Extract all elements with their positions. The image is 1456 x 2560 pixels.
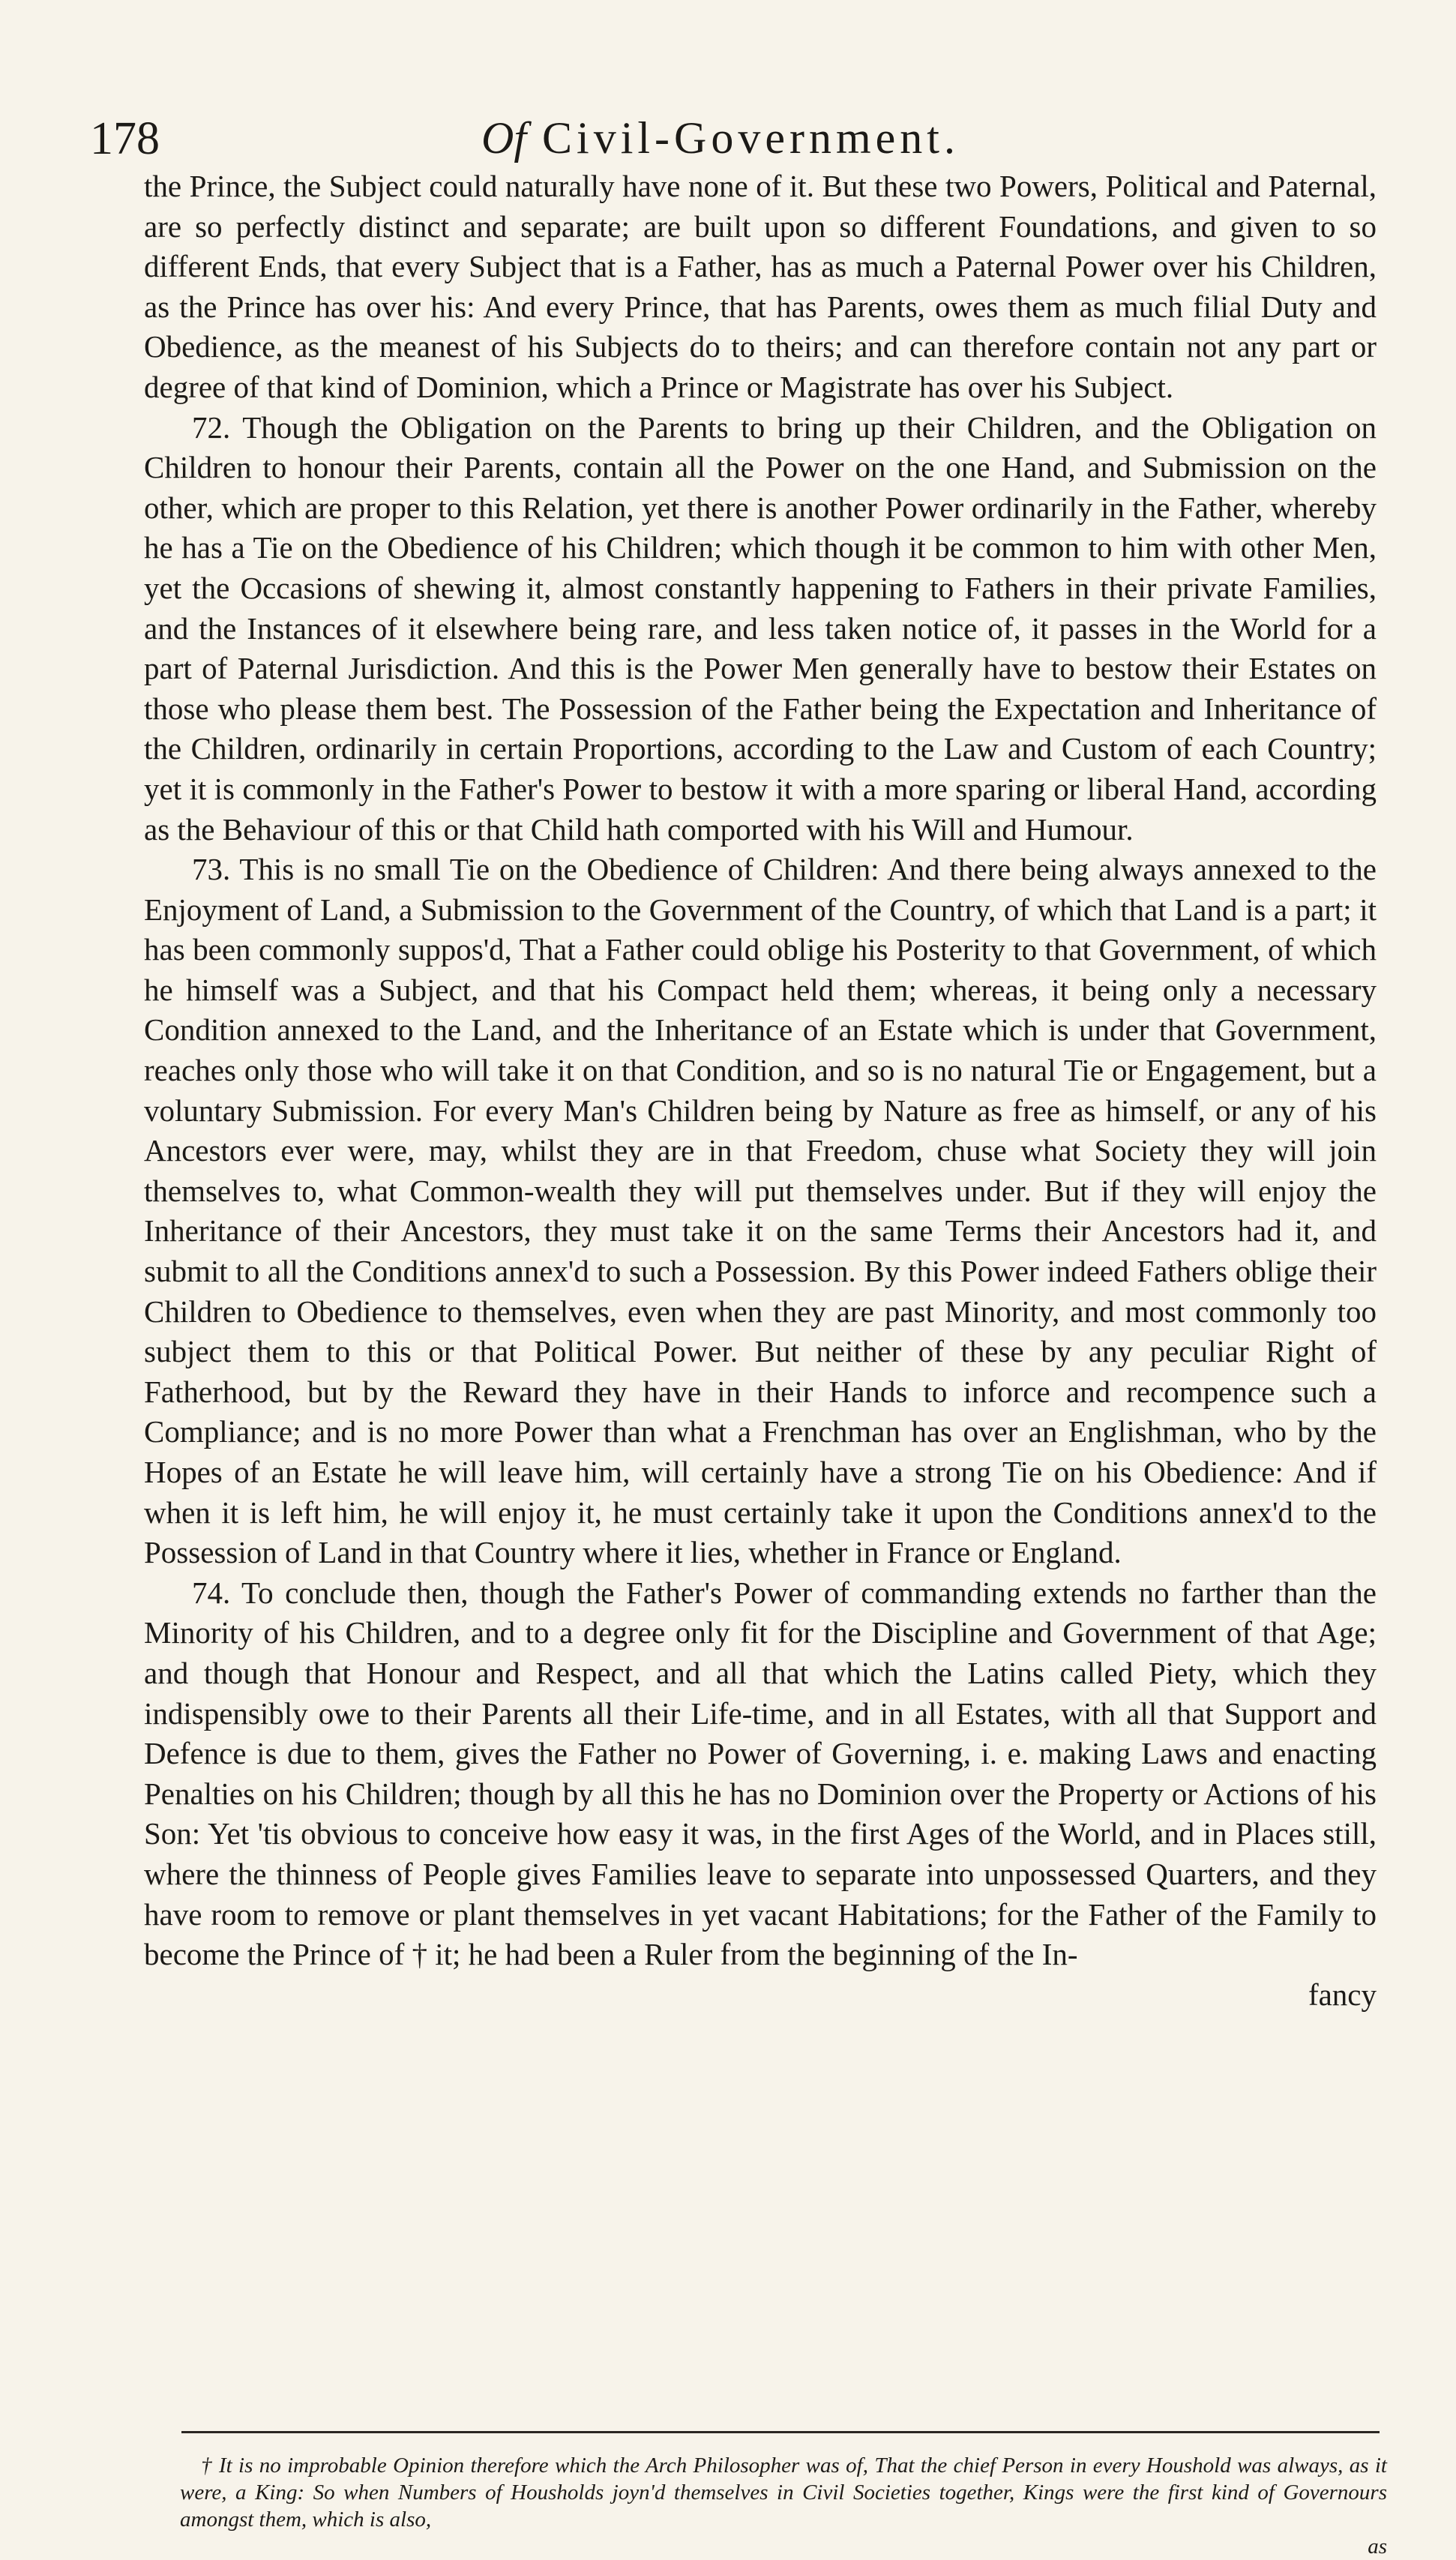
page-header bbox=[90, 112, 1351, 165]
catchword: fancy bbox=[1308, 1977, 1377, 2012]
footnote-text: † It is no improbable Opinion therefore which the Arch Philosopher was of, That the chief Person in every Houshold was always, as it were, a King: So when Numbers of Housholds joyn'd themselves in Civil Societies together, Kings were the first kind of Governours amongst them, which is also, bbox=[180, 2454, 1387, 2532]
running-head-title: Civil-Government. bbox=[542, 113, 960, 163]
page-number: 178 bbox=[90, 113, 160, 164]
running-head-of: Of bbox=[481, 113, 527, 163]
running-head bbox=[90, 112, 1351, 164]
footnote bbox=[180, 2452, 1387, 2560]
footnote-rule bbox=[181, 2431, 1380, 2433]
paragraph-73: 73. This is no small Tie on the Obedience of Children: And there being always annexed to the Enjoyment of Land, a Submission to the Government of the Country, of which that Land is a part; it has been commonly suppos'd, That a Father could oblige his Posterity to that Government, of which he himself was a Subject, and that his Compact held them; whereas, it being only a necessary Condition annexed to the Land, and the Inheritance of an Estate which is under that Government, reaches only those who will take it on that Condition, and so is no natural Tie or Engagement, but a voluntary Submission. For every Man's Children being by Nature as free as himself, or any of his Ancestors ever were, may, whilst they are in that Freedom, chuse what Society they will join themselves to, what Common-wealth they will put themselves under. But if they will enjoy the Inheritance of their Ancestors, they must take it on the same Terms their Ancestors had it, and submit to all the Conditions annex'd to such a Possession. By this Power indeed Fathers oblige their Children to Obedience to themselves, even when they are past Minority, and most commonly too subject them to this or that Political Power. But neither of these by any peculiar Right of Fatherhood, but by the Reward they have in their Hands to inforce and recompence such a Compliance; and is no more Power than what a Frenchman has over an Englishman, who by the Hopes of an Estate he will leave him, will certainly have a strong Tie on his Obedience: And if when it is left him, he will enjoy it, he must certainly take it upon the Conditions annex'd to the Possession of Land in that Country where it lies, whether in France or England. bbox=[144, 852, 1377, 1570]
footnote-catchword: as bbox=[1368, 2535, 1387, 2559]
paragraph-72: 72. Though the Obligation on the Parents to bring up their Children, and the Obligation on Children to honour their Parents, contain all the Power on the one Hand, and Submission on the other, which are proper to this Relation, yet there is another Power ordinarily in the Father, whereby he has a Tie on the Obedience of his Children; which though it be common to him with other Men, yet the Occasions of shewing it, almost constantly happening to Fathers in their private Families, and the Instances of it elsewhere being rare, and less taken notice of, it passes in the World for a part of Paternal Jurisdiction. And this is the Power Men generally have to bestow their Estates on those who please them best. The Possession of the Father being the Expectation and Inheritance of the Children, ordinarily in certain Proportions, according to the Law and Custom of each Country; yet it is commonly in the Father's Power to bestow it with a more sparing or liberal Hand, according as the Behaviour of this or that Child hath comported with his Will and Humour. bbox=[144, 409, 1377, 847]
paragraph-continued: the Prince, the Subject could naturally have none of it. But these two Powers, Political and Paternal, are so perfectly distinct and separate; are built upon so different Foundations, and given to so different Ends, that every Subject that is a Father, has as much a Paternal Power over his Children, as the Prince has over his: And every Prince, that has Parents, owes them as much filial Duty and Obedience, as the meanest of his Subjects do to theirs; and can therefore contain not any part or degree of that kind of Dominion, which a Prince or Magistrate has over his Subject. bbox=[144, 169, 1377, 404]
body-text bbox=[144, 166, 1377, 2015]
paragraph-74: 74. To conclude then, though the Father's Power of commanding extends no farther than the Minority of his Children, and to a degree only fit for the Discipline and Government of that Age; and though that Honour and Respect, and all that which the Latins called Piety, which they indispensibly owe to their Parents all their Life-time, and in all Estates, with all that Support and Defence is due to them, gives the Father no Power of Governing, i. e. making Laws and enacting Penalties on his Children; though by all this he has no Dominion over the Property or Actions of his Son: Yet 'tis obvious to conceive how easy it was, in the first Ages of the World, and in Places still, where the thinness of People gives Families leave to separate into unpossessed Quarters, and they have room to remove or plant themselves in yet vacant Habitations; for the Father of the Family to become the Prince of † it; he had been a Ruler from the beginning of the In- bbox=[144, 1575, 1377, 1972]
